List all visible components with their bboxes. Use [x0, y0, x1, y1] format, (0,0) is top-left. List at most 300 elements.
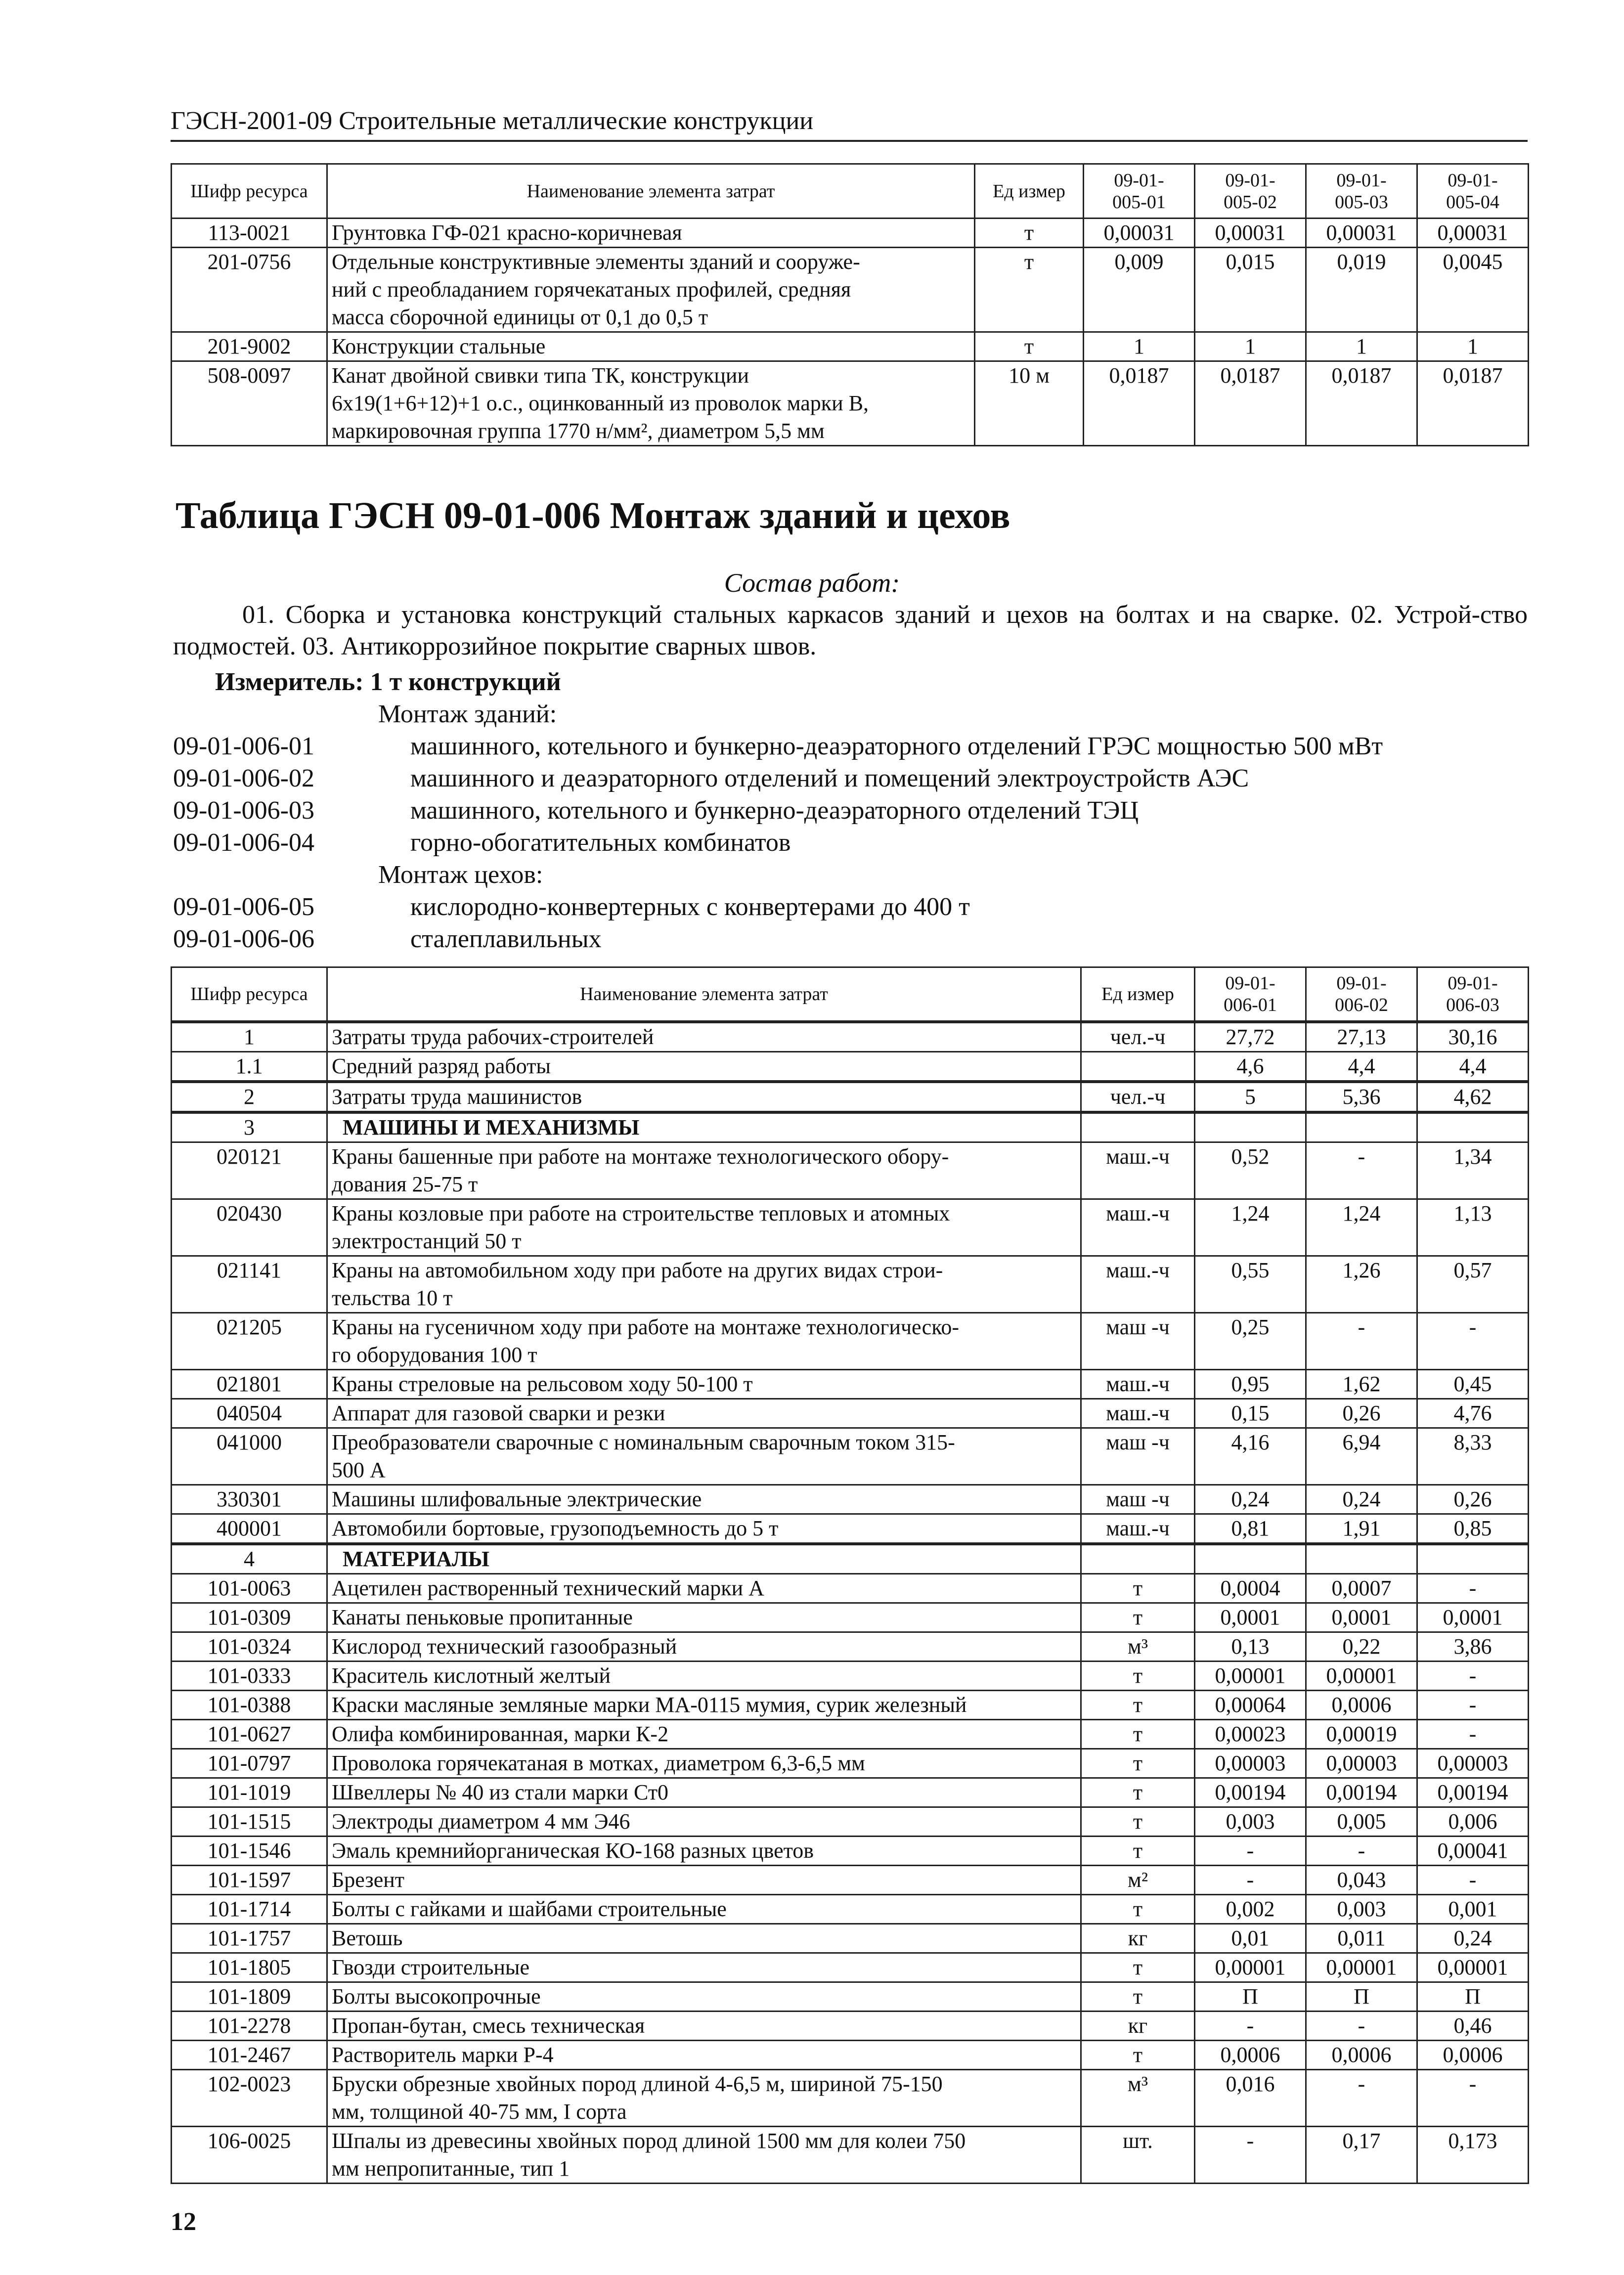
norm-description: горно-обогатительных комбинатов — [410, 829, 791, 857]
resource-code: 400001 — [172, 1514, 327, 1544]
cost-element-name: Затраты труда машинистов — [327, 1082, 1081, 1112]
table-row — [172, 1778, 1529, 1807]
unit-cell: маш.-ч — [1081, 1256, 1195, 1312]
unit-cell: кг — [1081, 2011, 1195, 2040]
norm-value: 6,94 — [1306, 1428, 1417, 1485]
norm-code: 09-01-006-03 — [173, 796, 314, 825]
col-header-code: Шифр ресурса — [172, 164, 327, 219]
norm-value: 1,62 — [1306, 1369, 1417, 1399]
norm-value: 0,00031 — [1417, 219, 1529, 248]
resource-code: 101-2467 — [172, 2040, 327, 2069]
norm-value: 0,13 — [1195, 1632, 1306, 1661]
norm-value: 0,95 — [1195, 1369, 1306, 1399]
col-header-norm: 09-01- 006-01 — [1195, 967, 1306, 1022]
norm-value — [1306, 1112, 1417, 1142]
cost-element-name: Болты высокопрочные — [327, 1982, 1081, 2011]
cost-element-name: Конструкции стальные — [327, 332, 975, 361]
unit-cell: т — [1081, 1749, 1195, 1778]
norm-value: - — [1306, 2069, 1417, 2126]
table-row — [172, 2126, 1529, 2183]
unit-cell: т — [975, 219, 1084, 248]
norm-value: - — [1417, 1865, 1529, 1894]
unit-cell: маш.-ч — [1081, 1369, 1195, 1399]
cost-element-name: Канат двойной свивки типа ТК, конструкции 6х19(1+6+12)+1 о.с., оцинкованный из проволок марки В, маркировочная группа 1770 н/мм², диаметром 5,5 мм — [327, 361, 975, 446]
norm-value: П — [1417, 1982, 1529, 2011]
cost-element-name: Краны козловые при работе на строительстве тепловых и атомных электростанций 50 т — [327, 1199, 1081, 1256]
norm-value: - — [1417, 1574, 1529, 1603]
resource-code: 201-0756 — [172, 248, 327, 332]
table-row — [172, 1690, 1529, 1719]
unit-cell: т — [1081, 1778, 1195, 1807]
table-row — [172, 2011, 1529, 2040]
norm-value: 0,0001 — [1417, 1603, 1529, 1632]
norm-value: 0,0006 — [1306, 2040, 1417, 2069]
norm-value: 0,001 — [1417, 1894, 1529, 1924]
table-row — [172, 1632, 1529, 1661]
table-row — [172, 1865, 1529, 1894]
cost-element-name: Машины шлифовальные электрические — [327, 1485, 1081, 1514]
norm-value: 0,003 — [1306, 1894, 1417, 1924]
norm-value: 0,0187 — [1306, 361, 1417, 446]
table-row — [172, 248, 1529, 332]
norm-value: 0,00041 — [1417, 1836, 1529, 1865]
norm-value: 0,019 — [1306, 248, 1417, 332]
table-row — [172, 1514, 1529, 1544]
cost-element-name: Кислород технический газообразный — [327, 1632, 1081, 1661]
cost-element-name: Затраты труда рабочих-строителей — [327, 1022, 1081, 1052]
resource-code: 201-9002 — [172, 332, 327, 361]
norm-value: 0,55 — [1195, 1256, 1306, 1312]
unit-cell: т — [1081, 1836, 1195, 1865]
section-row — [172, 1544, 1529, 1574]
norm-value: - — [1417, 1690, 1529, 1719]
norm-value: 0,0001 — [1306, 1603, 1417, 1632]
norm-value: 0,52 — [1195, 1142, 1306, 1199]
norm-value: - — [1195, 1865, 1306, 1894]
norm-value: 8,33 — [1417, 1428, 1529, 1485]
norm-value: 5 — [1195, 1082, 1306, 1112]
cost-element-name: Брезент — [327, 1865, 1081, 1894]
norm-value: - — [1195, 1836, 1306, 1865]
norm-value — [1195, 1544, 1306, 1574]
unit-cell: т — [1081, 1661, 1195, 1690]
table-row — [172, 1807, 1529, 1836]
cost-element-name: Автомобили бортовые, грузоподъемность до 5 т — [327, 1514, 1081, 1544]
cost-element-name: Преобразователи сварочные с номинальным сварочным током 315- 500 А — [327, 1428, 1081, 1485]
table-header-row — [172, 967, 1529, 1022]
norm-value: 0,0007 — [1306, 1574, 1417, 1603]
table-row — [172, 1399, 1529, 1428]
table-row — [172, 1369, 1529, 1399]
resource-code: 021205 — [172, 1312, 327, 1369]
norm-value: 0,25 — [1195, 1312, 1306, 1369]
cost-element-name: Эмаль кремнийорганическая КО-168 разных цветов — [327, 1836, 1081, 1865]
norm-value: 0,005 — [1306, 1807, 1417, 1836]
unit-cell: т — [1081, 1982, 1195, 2011]
unit-cell: кг — [1081, 1924, 1195, 1953]
resource-code: 102-0023 — [172, 2069, 327, 2126]
section-row — [172, 1112, 1529, 1142]
resource-code: 040504 — [172, 1399, 327, 1428]
cost-element-name: Ветошь — [327, 1924, 1081, 1953]
norm-value: 0,15 — [1195, 1399, 1306, 1428]
section-title: МАШИНЫ И МЕХАНИЗМЫ — [327, 1112, 1081, 1142]
measure-unit: Измеритель: 1 т конструкций — [215, 668, 561, 696]
norm-value: 0,043 — [1306, 1865, 1417, 1894]
norm-value: 27,72 — [1195, 1022, 1306, 1052]
norm-value: 1 — [1195, 332, 1306, 361]
norm-value: 0,45 — [1417, 1369, 1529, 1399]
norm-value: 0,85 — [1417, 1514, 1529, 1544]
norm-value: 0,00194 — [1417, 1778, 1529, 1807]
norm-value: 0,26 — [1417, 1485, 1529, 1514]
table-row — [172, 1749, 1529, 1778]
resource-code: 101-1757 — [172, 1924, 327, 1953]
unit-cell — [1081, 1051, 1195, 1082]
cost-element-name: Грунтовка ГФ-021 красно-коричневая — [327, 219, 975, 248]
unit-cell: м³ — [1081, 2069, 1195, 2126]
cost-element-name: Канаты пеньковые пропитанные — [327, 1603, 1081, 1632]
col-header-code: Шифр ресурса — [172, 967, 327, 1022]
unit-cell: т — [1081, 1603, 1195, 1632]
norm-value: 0,00001 — [1306, 1661, 1417, 1690]
col-header-unit: Ед измер — [975, 164, 1084, 219]
resources-table-006 — [171, 966, 1529, 2184]
resource-code: 113-0021 — [172, 219, 327, 248]
cost-element-name: Электроды диаметром 4 мм Э46 — [327, 1807, 1081, 1836]
cost-element-name: Аппарат для газовой сварки и резки — [327, 1399, 1081, 1428]
unit-cell: маш.-ч — [1081, 1399, 1195, 1428]
resource-code: 330301 — [172, 1485, 327, 1514]
resource-code: 020121 — [172, 1142, 327, 1199]
table-row — [172, 1924, 1529, 1953]
unit-cell — [1081, 1112, 1195, 1142]
norm-value: 0,00194 — [1306, 1778, 1417, 1807]
norm-value — [1195, 1112, 1306, 1142]
norm-description: кислородно-конвертерных с конвертерами до 400 т — [410, 893, 970, 921]
unit-cell: т — [1081, 1574, 1195, 1603]
resource-code: 101-0333 — [172, 1661, 327, 1690]
norm-value: 4,76 — [1417, 1399, 1529, 1428]
norm-value: 0,00064 — [1195, 1690, 1306, 1719]
norm-value: 5,36 — [1306, 1082, 1417, 1112]
table-row — [172, 1256, 1529, 1312]
norm-value: 0,00003 — [1306, 1749, 1417, 1778]
table-row — [172, 1428, 1529, 1485]
unit-cell: т — [1081, 1719, 1195, 1749]
norm-value: 1,91 — [1306, 1514, 1417, 1544]
cost-element-name: Средний разряд работы — [327, 1051, 1081, 1082]
unit-cell: т — [1081, 1953, 1195, 1982]
table-row — [172, 1574, 1529, 1603]
table-row — [172, 1719, 1529, 1749]
norm-value: 4,62 — [1417, 1082, 1529, 1112]
cost-element-name: Швеллеры № 40 из стали марки Ст0 — [327, 1778, 1081, 1807]
col-header-norm: 09-01- 005-01 — [1084, 164, 1195, 219]
norm-description: сталеплавильных — [410, 925, 602, 953]
norm-value: - — [1195, 2011, 1306, 2040]
resource-code: 101-1805 — [172, 1953, 327, 1982]
norm-value: 1,26 — [1306, 1256, 1417, 1312]
unit-cell: маш -ч — [1081, 1312, 1195, 1369]
table-row — [172, 1142, 1529, 1199]
resource-code: 101-1515 — [172, 1807, 327, 1836]
unit-cell: т — [1081, 2040, 1195, 2069]
norm-value: 1 — [1417, 332, 1529, 361]
resource-code: 3 — [172, 1112, 327, 1142]
norm-value: 0,46 — [1417, 2011, 1529, 2040]
norm-value: 0,015 — [1195, 248, 1306, 332]
norm-value: 0,009 — [1084, 248, 1195, 332]
work-composition-text: 01. Сборка и установка конструкций стальных каркасов зданий и цехов на болтах и на сварке. 02. Устрой-ство подмостей. 03. Антикоррозийное покрытие сварных швов. — [173, 601, 1528, 660]
norm-value: 4,6 — [1195, 1051, 1306, 1082]
norm-value: - — [1195, 2126, 1306, 2183]
norm-code: 09-01-006-01 — [173, 732, 314, 760]
cost-element-name: Краны на гусеничном ходу при работе на монтаже технологическо- го оборудования 100 т — [327, 1312, 1081, 1369]
norm-description: машинного, котельного и бункерно-деаэраторного отделений ТЭЦ — [410, 796, 1139, 825]
table-row — [172, 332, 1529, 361]
cost-element-name: Краны башенные при работе на монтаже технологического обору- дования 25-75 т — [327, 1142, 1081, 1199]
norm-value: 0,57 — [1417, 1256, 1529, 1312]
table-header-row — [172, 164, 1529, 219]
norm-value: 30,16 — [1417, 1022, 1529, 1052]
cost-element-name: Олифа комбинированная, марки К-2 — [327, 1719, 1081, 1749]
norm-value: 1 — [1084, 332, 1195, 361]
cost-element-name: Пропан-бутан, смесь техническая — [327, 2011, 1081, 2040]
norm-value: 0,0006 — [1195, 2040, 1306, 2069]
resource-code: 4 — [172, 1544, 327, 1574]
unit-cell: маш.-ч — [1081, 1142, 1195, 1199]
col-header-norm: 09-01- 005-02 — [1195, 164, 1306, 219]
norm-value: 1,13 — [1417, 1199, 1529, 1256]
resource-code: 106-0025 — [172, 2126, 327, 2183]
resource-code: 1.1 — [172, 1051, 327, 1082]
norm-value: - — [1306, 1836, 1417, 1865]
table-row — [172, 1661, 1529, 1690]
table-row — [172, 219, 1529, 248]
col-header-norm: 09-01- 006-02 — [1306, 967, 1417, 1022]
resource-code: 101-0627 — [172, 1719, 327, 1749]
resource-code: 2 — [172, 1082, 327, 1112]
table-row — [172, 361, 1529, 446]
unit-cell: 10 м — [975, 361, 1084, 446]
norm-value: 0,22 — [1306, 1632, 1417, 1661]
resource-code: 1 — [172, 1022, 327, 1052]
page-number: 12 — [171, 2208, 196, 2236]
norm-value: - — [1306, 1142, 1417, 1199]
group-heading-shops: Монтаж цехов: — [378, 861, 543, 889]
table-row — [172, 1199, 1529, 1256]
norm-value: 0,17 — [1306, 2126, 1417, 2183]
table-row — [172, 1082, 1529, 1112]
cost-element-name: Бруски обрезные хвойных пород длиной 4-6,5 м, шириной 75-150 мм, толщиной 40-75 мм, I сорта — [327, 2069, 1081, 2126]
col-header-name: Наименование элемента затрат — [327, 967, 1081, 1022]
norm-value — [1417, 1112, 1529, 1142]
resource-code: 508-0097 — [172, 361, 327, 446]
norm-code: 09-01-006-06 — [173, 925, 314, 953]
table-row — [172, 1312, 1529, 1369]
norm-value: 0,011 — [1306, 1924, 1417, 1953]
norm-value: 1,24 — [1306, 1199, 1417, 1256]
norm-value: 0,0004 — [1195, 1574, 1306, 1603]
cost-element-name: Гвозди строительные — [327, 1953, 1081, 1982]
resources-table-005 — [171, 163, 1529, 446]
unit-cell: м³ — [1081, 1632, 1195, 1661]
cost-element-name: Краситель кислотный желтый — [327, 1661, 1081, 1690]
table-row — [172, 1894, 1529, 1924]
group-heading-buildings: Монтаж зданий: — [378, 700, 557, 728]
unit-cell: чел.-ч — [1081, 1082, 1195, 1112]
work-composition-heading: Состав работ: — [724, 568, 900, 598]
table-row — [172, 2040, 1529, 2069]
col-header-unit: Ед измер — [1081, 967, 1195, 1022]
norm-value: 0,01 — [1195, 1924, 1306, 1953]
norm-code: 09-01-006-05 — [173, 893, 314, 921]
cost-element-name: Шпалы из древесины хвойных пород длиной 1500 мм для колеи 750 мм непропитанные, тип 1 — [327, 2126, 1081, 2183]
norm-value: 27,13 — [1306, 1022, 1417, 1052]
section-title: МАТЕРИАЛЫ — [327, 1544, 1081, 1574]
norm-value: 0,81 — [1195, 1514, 1306, 1544]
norm-value: - — [1417, 2069, 1529, 2126]
resource-code: 101-1019 — [172, 1778, 327, 1807]
cost-element-name: Ацетилен растворенный технический марки А — [327, 1574, 1081, 1603]
unit-cell: маш -ч — [1081, 1428, 1195, 1485]
norm-value: 0,0006 — [1306, 1690, 1417, 1719]
table-row — [172, 1051, 1529, 1082]
unit-cell: чел.-ч — [1081, 1022, 1195, 1052]
resource-code: 101-0063 — [172, 1574, 327, 1603]
norm-value: 0,0187 — [1084, 361, 1195, 446]
norm-value: 0,24 — [1195, 1485, 1306, 1514]
resource-code: 021141 — [172, 1256, 327, 1312]
norm-value: - — [1306, 2011, 1417, 2040]
unit-cell: т — [975, 332, 1084, 361]
norm-value: 0,0006 — [1417, 2040, 1529, 2069]
norm-value: 0,24 — [1417, 1924, 1529, 1953]
norm-value: 0,24 — [1306, 1485, 1417, 1514]
norm-value: 0,00001 — [1417, 1953, 1529, 1982]
norm-value: 0,0045 — [1417, 248, 1529, 332]
resource-code: 101-1546 — [172, 1836, 327, 1865]
resource-code: 101-1597 — [172, 1865, 327, 1894]
table-row — [172, 1603, 1529, 1632]
norm-value: 0,00019 — [1306, 1719, 1417, 1749]
norm-code: 09-01-006-02 — [173, 764, 314, 792]
col-header-norm: 09-01- 005-03 — [1306, 164, 1417, 219]
norm-value: 0,00003 — [1417, 1749, 1529, 1778]
cost-element-name: Болты с гайками и шайбами строительные — [327, 1894, 1081, 1924]
norm-value: 1,24 — [1195, 1199, 1306, 1256]
unit-cell: шт. — [1081, 2126, 1195, 2183]
cost-element-name: Краны стреловые на рельсовом ходу 50-100 т — [327, 1369, 1081, 1399]
resource-code: 101-1714 — [172, 1894, 327, 1924]
norm-value: 0,002 — [1195, 1894, 1306, 1924]
resource-code: 041000 — [172, 1428, 327, 1485]
unit-cell: маш -ч — [1081, 1485, 1195, 1514]
col-header-norm: 09-01- 005-04 — [1417, 164, 1529, 219]
unit-cell: маш.-ч — [1081, 1514, 1195, 1544]
norm-value: П — [1306, 1982, 1417, 2011]
table-row — [172, 1953, 1529, 1982]
norm-value: 4,16 — [1195, 1428, 1306, 1485]
norm-value: 3,86 — [1417, 1632, 1529, 1661]
resource-code: 101-0324 — [172, 1632, 327, 1661]
norm-value: 0,173 — [1417, 2126, 1529, 2183]
table-row — [172, 1485, 1529, 1514]
norm-value — [1417, 1544, 1529, 1574]
norm-description: машинного, котельного и бункерно-деаэраторного отделений ГРЭС мощностью 500 мВт — [410, 732, 1383, 760]
norm-value: П — [1195, 1982, 1306, 2011]
cost-element-name: Растворитель марки Р-4 — [327, 2040, 1081, 2069]
unit-cell: т — [1081, 1690, 1195, 1719]
table-body — [172, 1022, 1529, 2184]
cost-element-name: Отдельные конструктивные элементы зданий и сооруже- ний с преобладанием горячекатаных профилей, средняя масса сборочной единицы от 0,1 до 0,5 т — [327, 248, 975, 332]
norm-value: 4,4 — [1306, 1051, 1417, 1082]
resource-code: 101-2278 — [172, 2011, 327, 2040]
table-title: Таблица ГЭСН 09-01-006 Монтаж зданий и цехов — [176, 495, 1010, 536]
norm-value: 0,00194 — [1195, 1778, 1306, 1807]
norm-value: 0,00001 — [1195, 1661, 1306, 1690]
col-header-norm: 09-01- 006-03 — [1417, 967, 1529, 1022]
norm-value: 0,006 — [1417, 1807, 1529, 1836]
norm-value: 0,00031 — [1084, 219, 1195, 248]
norm-value: 0,0187 — [1195, 361, 1306, 446]
norm-value: 0,00031 — [1195, 219, 1306, 248]
table-row — [172, 1836, 1529, 1865]
running-head: ГЭСН-2001-09 Строительные металлические конструкции — [171, 107, 814, 135]
norm-value: 0,26 — [1306, 1399, 1417, 1428]
unit-cell: маш.-ч — [1081, 1199, 1195, 1256]
table-row — [172, 1982, 1529, 2011]
unit-cell: т — [1081, 1807, 1195, 1836]
norm-value: - — [1417, 1719, 1529, 1749]
norm-value: - — [1417, 1312, 1529, 1369]
header-rule — [171, 140, 1528, 142]
resource-code: 101-0309 — [172, 1603, 327, 1632]
table-body — [172, 219, 1529, 446]
norm-value: 1 — [1306, 332, 1417, 361]
norm-value: 0,0187 — [1417, 361, 1529, 446]
norm-description: машинного и деаэраторного отделений и помещений электроустройств АЭС — [410, 764, 1249, 792]
cost-element-name: Проволока горячекатаная в мотках, диаметром 6,3-6,5 мм — [327, 1749, 1081, 1778]
norm-value: 0,00023 — [1195, 1719, 1306, 1749]
cost-element-name: Краски масляные земляные марки МА-0115 мумия, сурик железный — [327, 1690, 1081, 1719]
norm-value: 0,00001 — [1195, 1953, 1306, 1982]
norm-value: 0,0001 — [1195, 1603, 1306, 1632]
table-row — [172, 1022, 1529, 1052]
norm-value: 0,00031 — [1306, 219, 1417, 248]
resource-code: 101-1809 — [172, 1982, 327, 2011]
col-header-name: Наименование элемента затрат — [327, 164, 975, 219]
norm-value: 1,34 — [1417, 1142, 1529, 1199]
norm-code: 09-01-006-04 — [173, 829, 314, 857]
norm-value: - — [1417, 1661, 1529, 1690]
norm-value: 4,4 — [1417, 1051, 1529, 1082]
resource-code: 020430 — [172, 1199, 327, 1256]
table-row — [172, 2069, 1529, 2126]
resource-code: 021801 — [172, 1369, 327, 1399]
resource-code: 101-0388 — [172, 1690, 327, 1719]
norm-value: - — [1306, 1312, 1417, 1369]
cost-element-name: Краны на автомобильном ходу при работе на других видах строи- тельства 10 т — [327, 1256, 1081, 1312]
resource-code: 101-0797 — [172, 1749, 327, 1778]
unit-cell — [1081, 1544, 1195, 1574]
norm-value: 0,003 — [1195, 1807, 1306, 1836]
norm-value — [1306, 1544, 1417, 1574]
unit-cell: т — [975, 248, 1084, 332]
norm-value: 0,00001 — [1306, 1953, 1417, 1982]
norm-value: 0,016 — [1195, 2069, 1306, 2126]
